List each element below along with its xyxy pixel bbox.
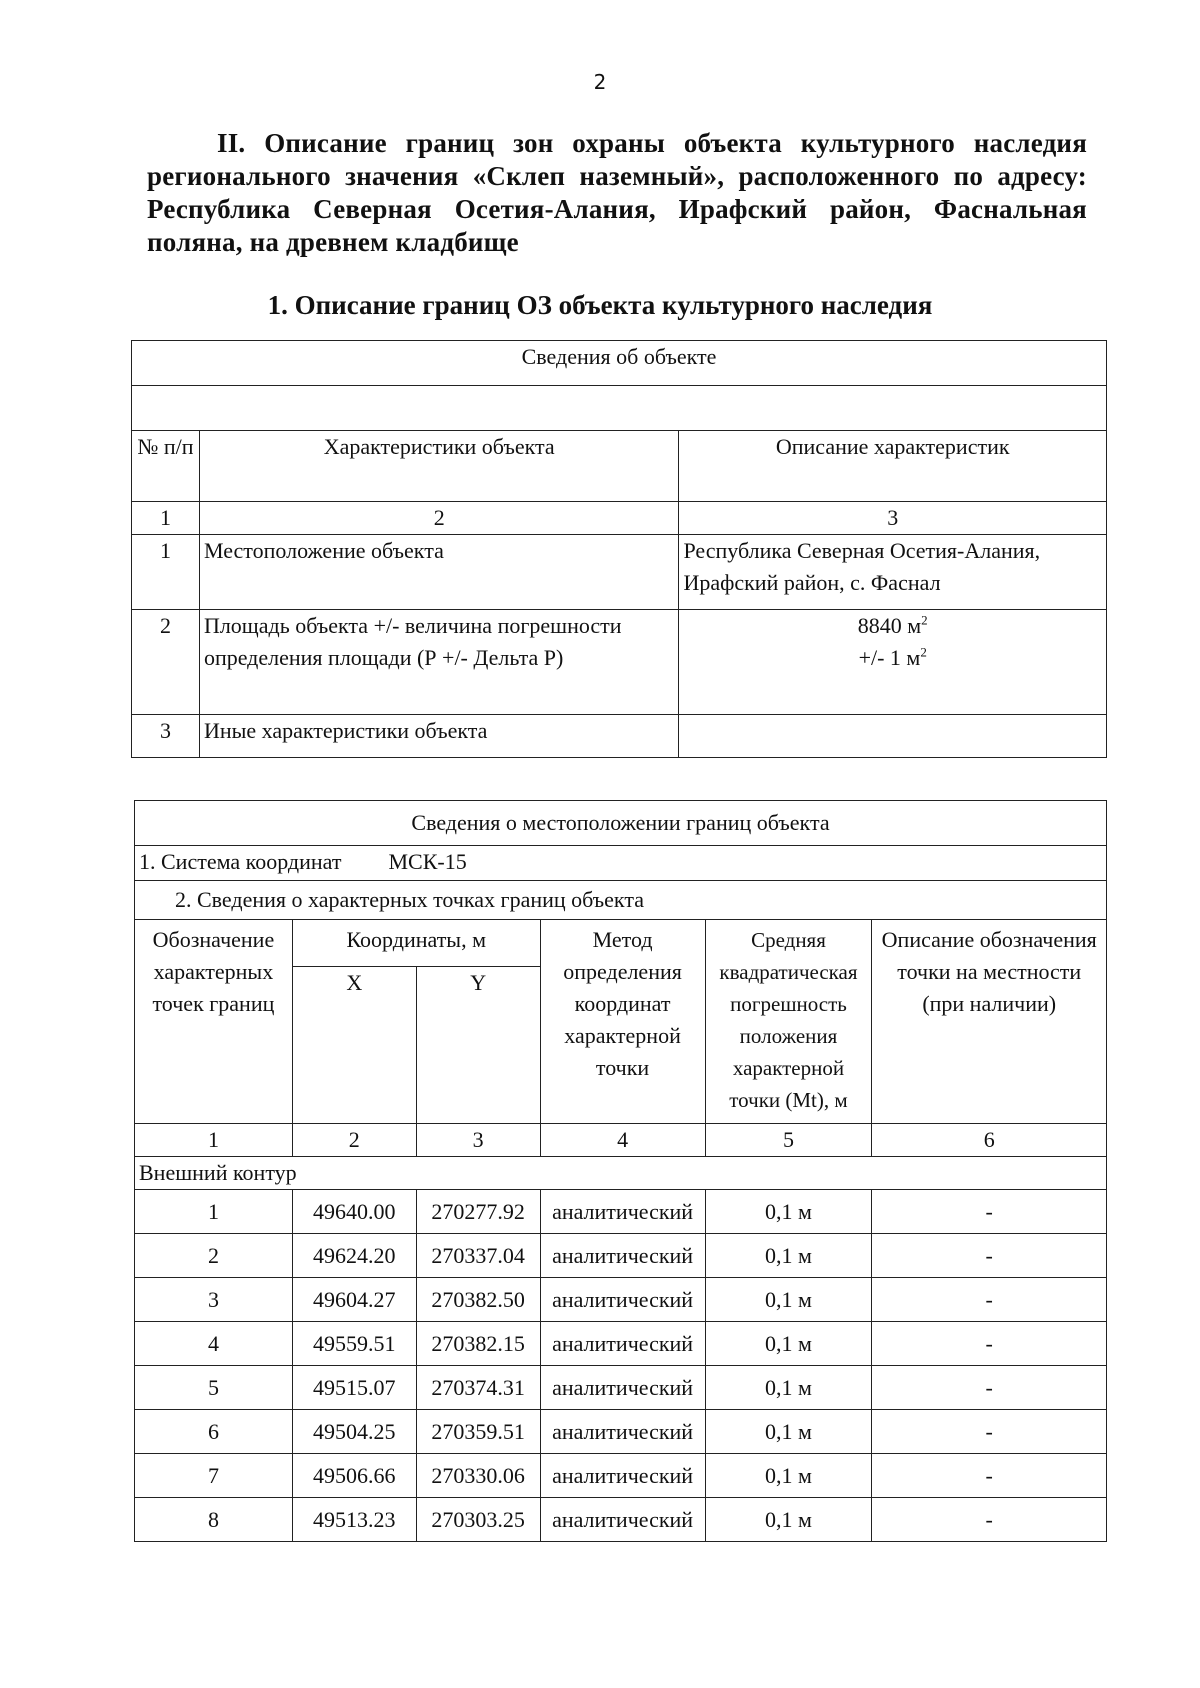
coord-system-row: [135, 846, 1107, 881]
header-y: Y: [416, 967, 540, 1124]
point-error: 0,1 м: [705, 1410, 872, 1454]
row-value: [679, 610, 1107, 715]
row-num: 1: [132, 535, 200, 610]
point-description: -: [872, 1190, 1107, 1234]
point-method: аналитический: [540, 1454, 705, 1498]
point-method: аналитический: [540, 1322, 705, 1366]
point-x: 49640.00: [292, 1190, 416, 1234]
col-number: 4: [540, 1124, 705, 1157]
point-error: 0,1 м: [705, 1190, 872, 1234]
section-heading: II. Описание границ зон охраны объекта культурного наследия регионального значения «Склеп наземный», расположенного по адресу: Республика Северная Осетия-Алания, Ирафский район, Фаснальная поляна, на древнем кладбище: [147, 128, 1087, 257]
area-error: +/- 1 $м^2$: [858, 644, 927, 670]
point-number: 6: [135, 1410, 293, 1454]
point-method: аналитический: [540, 1366, 705, 1410]
coord-system-label: 1. Система координат: [139, 849, 342, 874]
table-row: [135, 1234, 1107, 1278]
point-error: 0,1 м: [705, 1322, 872, 1366]
point-method: аналитический: [540, 1410, 705, 1454]
row-value-line: Ирафский район, с. Фаснал: [683, 570, 941, 595]
object-table-title: Сведения об объекте: [132, 341, 1107, 386]
header-x: X: [292, 967, 416, 1124]
col-number: 1: [132, 502, 200, 535]
table-row: [135, 1454, 1107, 1498]
row-name: Иные характеристики объекта: [199, 715, 679, 758]
header-method: Метод определения координат характерной точки: [540, 920, 705, 1124]
row-value-line: Республика Северная Осетия-Алания,: [683, 538, 1041, 563]
coord-system-value: МСК-15: [388, 849, 467, 874]
point-number: 8: [135, 1498, 293, 1542]
page-number: 2: [593, 70, 607, 94]
col-number: 2: [292, 1124, 416, 1157]
point-method: аналитический: [540, 1278, 705, 1322]
point-y: 270303.25: [416, 1498, 540, 1542]
table-row: [135, 1366, 1107, 1410]
point-y: 270382.50: [416, 1278, 540, 1322]
table-row: [135, 1322, 1107, 1366]
table-row: [135, 1190, 1107, 1234]
point-error: 0,1 м: [705, 1498, 872, 1542]
point-number: 2: [135, 1234, 293, 1278]
point-y: 270382.15: [416, 1322, 540, 1366]
header-point-description: Описание обозначения точки на местности (при наличии): [872, 920, 1107, 1124]
row-name: Местоположение объекта: [199, 535, 679, 610]
row-value: [679, 715, 1107, 758]
point-x: 49604.27: [292, 1278, 416, 1322]
table-row: [135, 1278, 1107, 1322]
point-description: -: [872, 1410, 1107, 1454]
point-x: 49515.07: [292, 1366, 416, 1410]
point-method: аналитический: [540, 1498, 705, 1542]
point-y: 270337.04: [416, 1234, 540, 1278]
sub-heading: 1. Описание границ ОЗ объекта культурного наследия: [267, 290, 933, 320]
point-number: 1: [135, 1190, 293, 1234]
header-error: Средняя квадратическая погрешность положения характерной точки (Mt), м: [705, 920, 872, 1124]
point-error: 0,1 м: [705, 1366, 872, 1410]
row-num: 2: [132, 610, 200, 715]
points-section-title: 2. Сведения о характерных точках границ объекта: [135, 881, 1107, 920]
point-description: -: [872, 1454, 1107, 1498]
point-x: 49624.20: [292, 1234, 416, 1278]
points-table-title: Сведения о местоположении границ объекта: [135, 801, 1107, 846]
point-number: 3: [135, 1278, 293, 1322]
point-error: 0,1 м: [705, 1278, 872, 1322]
point-x: 49506.66: [292, 1454, 416, 1498]
table-row: [135, 1498, 1107, 1542]
row-num: 3: [132, 715, 200, 758]
point-error: 0,1 м: [705, 1454, 872, 1498]
contour-label: Внешний контур: [135, 1157, 1107, 1190]
col-number: 5: [705, 1124, 872, 1157]
point-y: 270330.06: [416, 1454, 540, 1498]
header-num: № п/п: [132, 431, 200, 502]
point-y: 270359.51: [416, 1410, 540, 1454]
point-description: -: [872, 1234, 1107, 1278]
header-designation: Обозначение характерных точек границ: [135, 920, 293, 1124]
boundary-points-table: [134, 800, 1107, 1542]
point-method: аналитический: [540, 1190, 705, 1234]
table-row: [135, 1410, 1107, 1454]
point-x: 49559.51: [292, 1322, 416, 1366]
point-description: -: [872, 1278, 1107, 1322]
point-number: 5: [135, 1366, 293, 1410]
point-number: 7: [135, 1454, 293, 1498]
point-y: 270277.92: [416, 1190, 540, 1234]
object-info-table: [131, 340, 1107, 758]
point-description: -: [872, 1366, 1107, 1410]
point-method: аналитический: [540, 1234, 705, 1278]
col-number: 3: [679, 502, 1107, 535]
point-x: 49504.25: [292, 1410, 416, 1454]
col-number: 1: [135, 1124, 293, 1157]
header-coordinates: Координаты, м: [292, 920, 540, 967]
point-x: 49513.23: [292, 1498, 416, 1542]
col-number: 2: [199, 502, 679, 535]
header-description: Описание характеристик: [679, 431, 1107, 502]
object-table-empty-row: [132, 386, 1107, 431]
row-value: [679, 535, 1107, 610]
point-number: 4: [135, 1322, 293, 1366]
point-y: 270374.31: [416, 1366, 540, 1410]
point-description: -: [872, 1498, 1107, 1542]
header-characteristics: Характеристики объекта: [199, 431, 679, 502]
point-description: -: [872, 1322, 1107, 1366]
col-number: 6: [872, 1124, 1107, 1157]
col-number: 3: [416, 1124, 540, 1157]
area-value: 8840 $м^2$: [857, 612, 928, 638]
point-error: 0,1 м: [705, 1234, 872, 1278]
row-name: Площадь объекта +/- величина погрешности определения площади (Р +/- Дельта Р): [199, 610, 679, 715]
